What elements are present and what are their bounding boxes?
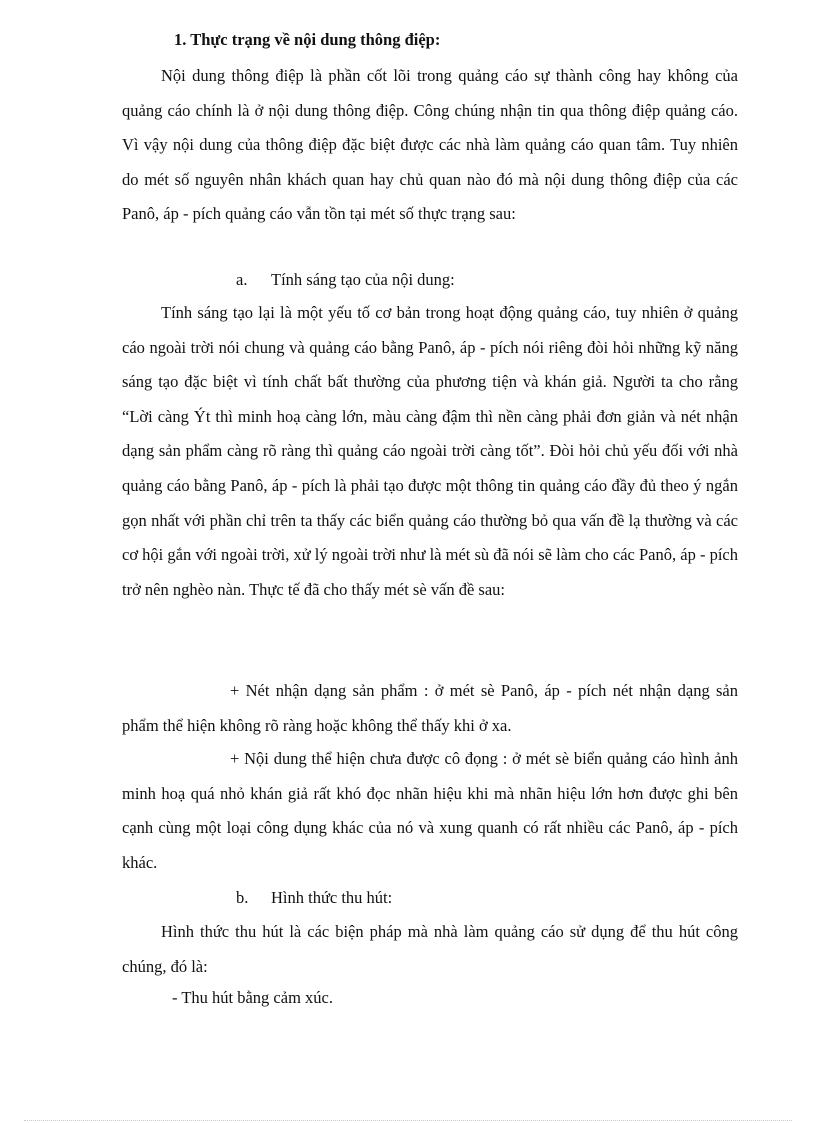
subheading-b-label: b. (236, 888, 249, 907)
bullet-product-identity: + Nét nhận dạng sản phẩm : ở mét sè Panô, áp - pích nét nhận dạng sản phẩm thể hiện không rõ ràng hoặc không thể thấy khi ở xa. (122, 681, 738, 735)
footer-divider (24, 1120, 792, 1121)
attraction-paragraph: Hình thức thu hút là các biện pháp mà nhà làm quảng cáo sử dụng để thu hút công chúng, đó là: (122, 922, 738, 976)
section-heading: 1. Thực trạng về nội dung thông điệp: (174, 30, 441, 49)
subheading-b (236, 888, 392, 908)
bullet-content-condensed: + Nội dung thể hiện chưa được cô đọng : ở mét sè biển quảng cáo hình ảnh minh hoạ quá nhỏ khán giả rất khó đọc nhãn hiệu khi mà nhãn hiệu lớn hơn được ghi bên cạnh cùng một loại công dụng khác của nó và xung quanh có rất nhiều các Panô, áp - pích khác. (122, 749, 738, 872)
creativity-paragraph: Tính sáng tạo lại là một yếu tố cơ bản trong hoạt động quảng cáo, tuy nhiên ở quảng cáo ngoài trời nói chung và quảng cáo bằng Panô, áp - pích nói riêng đòi hỏi những kỹ năng sáng tạo đặc biệt vì tính chất bất thường của phương tiện và khán giả. Người ta cho rằng “Lời càng Ýt thì minh hoạ càng lớn, màu càng đậm thì nền càng phải đơn giản và nét nhận dạng sản phẩm càng rõ ràng thì quảng cáo ngoài trời càng tốt”. Đòi hỏi chủ yếu đối với nhà quảng cáo bằng Panô, áp - pích là phải tạo được một thông tin quảng cáo đầy đủ theo ý ngắn gọn nhất với phần chỉ trên ta thấy các biển quảng cáo thường bỏ qua vấn đề lạ thường và các cơ hội gắn với ngoài trời, xử lý ngoài trời như là mét sù đã nói sẽ làm cho các Panô, áp - pích trở nên nghèo nàn. Thực tế đã cho thấy mét sè vấn đề sau: (122, 303, 738, 599)
subheading-a (236, 270, 455, 290)
subheading-a-label: a. (236, 270, 248, 289)
subheading-b-title: Hình thức thu hút: (271, 888, 393, 907)
intro-paragraph: Nội dung thông điệp là phần cốt lõi trong quảng cáo sự thành công hay không của quảng cáo chính là ở nội dung thông điệp. Công chúng nhận tin qua thông điệp quảng cáo. Vì vậy nội dung của thông điệp đặc biệt được các nhà làm quảng cáo quan tâm. Tuy nhiên do mét số nguyên nhân khách quan hay chủ quan nào đó mà nội dung thông điệp của các Panô, áp - pích quảng cáo vẫn tồn tại mét số thực trạng sau: (122, 66, 738, 224)
subheading-a-title: Tính sáng tạo của nội dung: (271, 270, 455, 289)
list-item-emotion: - Thu hút bằng cảm xúc. (172, 988, 333, 1007)
